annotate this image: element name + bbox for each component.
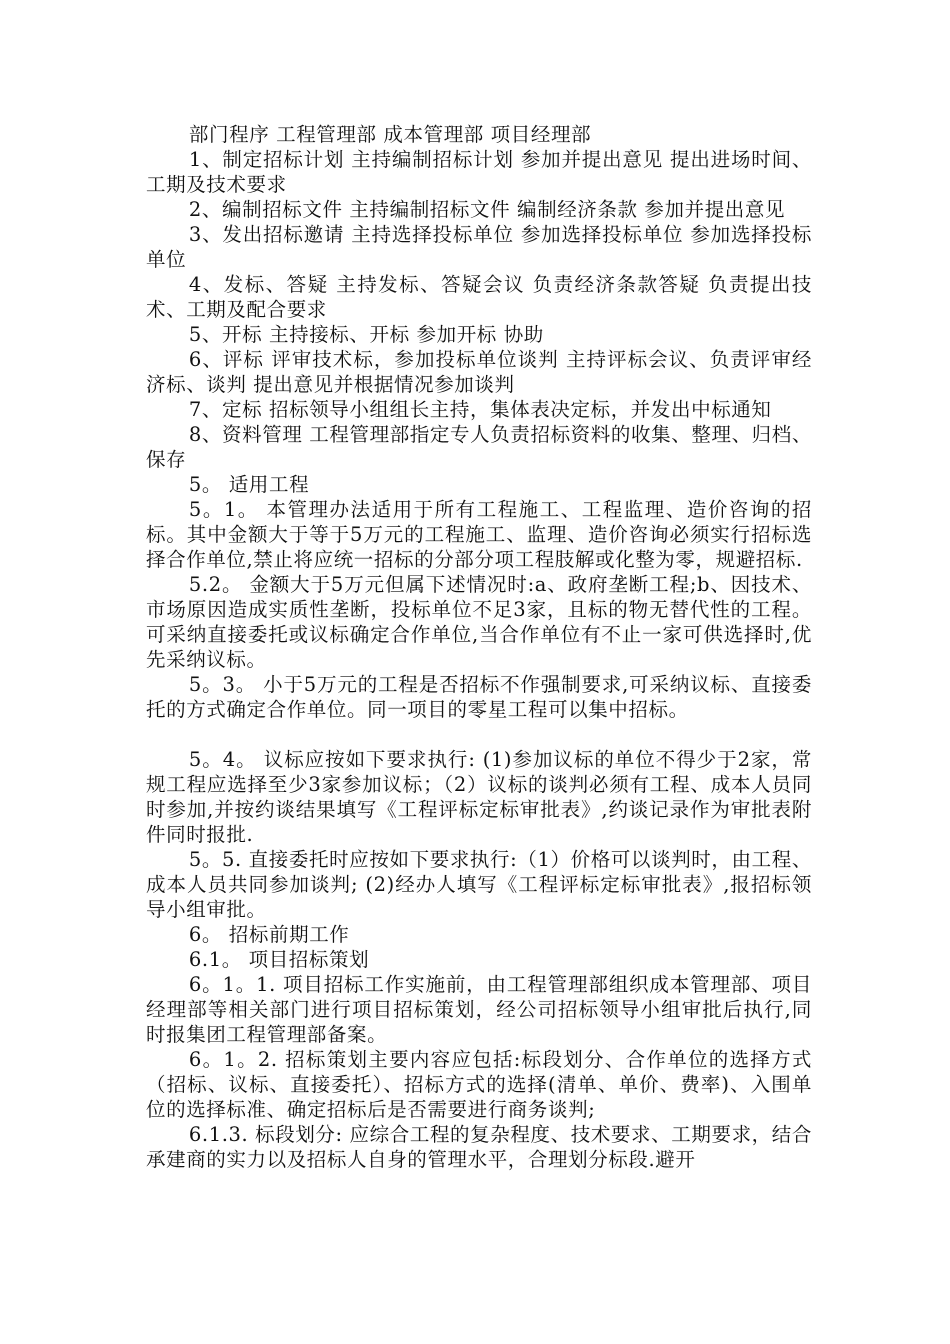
paragraph-item-7: 7、定标 招标领导小组组长主持，集体表决定标，并发出中标通知 (188, 398, 772, 421)
paragraph-6-1-3: 6.1.3. 标段划分: 应综合工程的复杂程度、技术要求、工期要求，结合承建商的实力以及招标人自身的管理水平，合理划分标段.避开 (146, 1123, 812, 1171)
subsection-heading-6-1: 6.1。 项目招标策划 (188, 948, 370, 971)
paragraph-5-5: 5。5. 直接委托时应按如下要求执行:（1）价格可以谈判时，由工程、成本人员共同参加谈判; (2)经办人填写《工程评标定标审批表》,报招标领导小组审批。 (146, 848, 812, 921)
paragraph-item-4: 4、发标、答疑 主持发标、答疑会议 负责经济条款答疑 负责提出技术、工期及配合要求 (146, 273, 812, 321)
section-heading-5: 5。 适用工程 (188, 473, 310, 496)
paragraph-5-1: 5。1。 本管理办法适用于所有工程施工、工程监理、造价咨询的招标。其中金额大于等于5万元的工程施工、监理、造价咨询必须实行招标选择合作单位,禁止将应统一招标的分部分项工程肢解或化整为零，规避招标. (146, 498, 812, 571)
section-heading-6: 6。 招标前期工作 (188, 923, 350, 946)
document-body (146, 122, 812, 1172)
paragraph-item-2: 2、编制招标文件 主持编制招标文件 编制经济条款 参加并提出意见 (188, 198, 786, 221)
paragraph-item-8: 8、资料管理 工程管理部指定专人负责招标资料的收集、整理、归档、保存 (146, 423, 812, 471)
paragraph-dept-header: 部门程序 工程管理部 成本管理部 项目经理部 (188, 123, 592, 146)
paragraph-6-1-2: 6。1。2. 招标策划主要内容应包括:标段划分、合作单位的选择方式（招标、议标、直接委托）、招标方式的选择(清单、单价、费率)、入围单位的选择标准、确定招标后是否需要进行商务谈判; (146, 1048, 812, 1121)
paragraph-item-6: 6、评标 评审技术标，参加投标单位谈判 主持评标会议、负责评审经济标、谈判 提出意见并根据情况参加谈判 (146, 348, 812, 396)
paragraph-5-2: 5.2。 金额大于5万元但属下述情况时:a、政府垄断工程;b、因技术、市场原因造成实质性垄断，投标单位不足3家，且标的物无替代性的工程。可采纳直接委托或议标确定合作单位,当合作单位有不止一家可供选择时,优先采纳议标。 (146, 573, 812, 671)
paragraph-5-3: 5。3。 小于5万元的工程是否招标不作强制要求,可采纳议标、直接委托的方式确定合作单位。同一项目的零星工程可以集中招标。 (146, 673, 812, 721)
paragraph-item-1: 1、制定招标计划 主持编制招标计划 参加并提出意见 提出进场时间、工期及技术要求 (146, 148, 812, 196)
paragraph-6-1-1: 6。1。1. 项目招标工作实施前，由工程管理部组织成本管理部、项目经理部等相关部门进行项目招标策划，经公司招标领导小组审批后执行,同时报集团工程管理部备案。 (146, 973, 812, 1046)
paragraph-item-5: 5、开标 主持接标、开标 参加开标 协助 (188, 323, 544, 346)
paragraph-item-3: 3、发出招标邀请 主持选择投标单位 参加选择投标单位 参加选择投标单位 (146, 223, 812, 271)
paragraph-5-4: 5。4。 议标应按如下要求执行: (1)参加议标的单位不得少于2家，常规工程应选择至少3家参加议标；（2）议标的谈判必须有工程、成本人员同时参加,并按约谈结果填写《工程评标定标审批表》,约谈记录作为审批表附件同时报批. (146, 748, 812, 846)
